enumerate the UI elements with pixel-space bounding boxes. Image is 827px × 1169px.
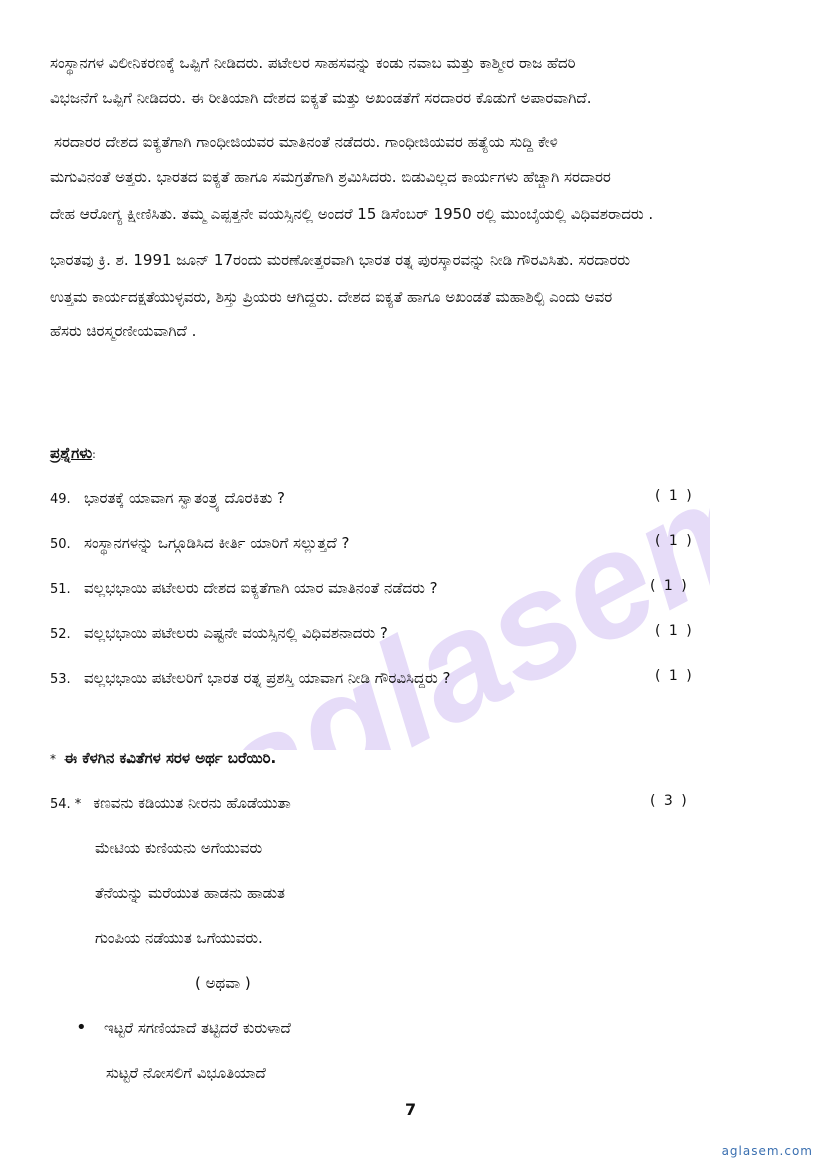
paragraph-2-line-1: ಸರದಾರರ ದೇಶದ ಐಕ್ಯತೆಗಾಗಿ ಗಾಂಧೀಜಿಯವರ ಮಾತಿನಂತೆ ನಡೆದರು. ಗಾಂಧೀಜಿಯವರ ಹತ್ಯೆಯ ಸುದ್ದಿ ಕೇಳಿ xyxy=(54,133,558,151)
question-number: 52. xyxy=(50,627,71,642)
question-49-marks: ( 1 ) xyxy=(655,488,694,504)
watermark-text: aglasem xyxy=(191,429,710,750)
question-52-marks: ( 1 ) xyxy=(655,623,694,639)
question-52 xyxy=(50,623,388,645)
alt-poem-line-2: ಸುಟ್ಟರೆ ನೋಸಲಿಗೆ ವಿಭೂತಿಯಾದೆ xyxy=(106,1064,266,1082)
question-51 xyxy=(50,578,438,600)
poem-instruction-text: ಈ ಕೆಳಗಿನ ಕವಿತೆಗಳ ಸರಳ ಅರ್ಥ ಬರೆಯಿರಿ. xyxy=(64,749,277,767)
paragraph-3-line-2: ಉತ್ತಮ ಕಾರ್ಯದಕ್ಷತೆಯುಳ್ಳವರು, ಶಿಸ್ತು ಪ್ರಿಯರು ಆಗಿದ್ದರು. ದೇಶದ ಐಕ್ಯತೆ ಹಾಗೂ ಅಖಂಡತೆ ಮಹಾಶಿಲ್ಪಿ ಎಂದು ಅವರ xyxy=(50,288,613,306)
question-number: 50. xyxy=(50,537,71,552)
poem-instruction xyxy=(50,748,276,769)
question-49 xyxy=(50,488,285,510)
question-number: 49. xyxy=(50,492,71,507)
paragraph-1-line-1: ಸಂಸ್ಥಾನಗಳ ವಿಲೀನಿಕರಣಕ್ಕೆ ಒಪ್ಪಿಗೆ ನೀಡಿದರು. ಪಟೇಲರ ಸಾಹಸವನ್ನು ಕಂಡು ನವಾಬ ಮತ್ತು ಕಾಶ್ಮೀರ ರಾಜ ಹೆದರಿ xyxy=(50,54,576,72)
paragraph-2-line-3: ದೇಹ ಆರೋಗ್ಯ ಕ್ಷೀಣಿಸಿತು. ತಮ್ಮ ಎಪ್ಪತ್ತನೇ ವಯಸ್ಸಿನಲ್ಲಿ ಅಂದರೆ 15 ಡಿಸೆಂಬರ್ 1950 ರಲ್ಲಿ ಮುಂಬೈಯಲ್ಲಿ ವಿಧಿವಶರಾದರು . xyxy=(50,205,654,223)
paragraph-1-line-2: ವಿಭಜನೆಗೆ ಒಪ್ಪಿಗೆ ನೀಡಿದರು. ಈ ರೀತಿಯಾಗಿ ದೇಶದ ಐಕ್ಯತೆ ಮತ್ತು ಅಖಂಡತೆಗೆ ಸರದಾರರ ಕೊಡುಗೆ ಅಪಾರವಾಗಿದೆ. xyxy=(50,89,592,107)
questions-heading-colon: : xyxy=(92,448,96,461)
paragraph-2-line-2: ಮಗುವಿನಂತೆ ಅತ್ತರು. ಭಾರತದ ಐಕ್ಯತೆ ಹಾಗೂ ಸಮಗ್ರತೆಗಾಗಿ ಶ್ರಮಿಸಿದರು. ಬಿಡುವಿಲ್ಲದ ಕಾರ್ಯಗಳು ಹೆಚ್ಚಾಗಿ ಸರದಾರರ xyxy=(50,168,611,186)
question-54-marks: ( 3 ) xyxy=(650,793,689,809)
bullet-icon: • xyxy=(76,1017,87,1038)
poem-line-3: ತೆನೆಯನ್ನು ಮರೆಯುತ ಹಾಡನು ಹಾಡುತ xyxy=(95,884,285,902)
question-53-marks: ( 1 ) xyxy=(655,668,694,684)
poem-line-2: ಮೇಟಿಯ ಕುಣಿಯನು ಅಗೆಯುವರು xyxy=(95,839,263,857)
paragraph-3-line-1: ಭಾರತವು ಕ್ರಿ. ಶ. 1991 ಜೂನ್ 17ರಂದು ಮರಣೋತ್ತರವಾಗಿ ಭಾರತ ರತ್ನ ಪುರಸ್ಕಾರವನ್ನು ನೀಡಿ ಗೌರವಿಸಿತು. ಸರದಾರರು xyxy=(50,251,630,269)
poem-instruction-star: * xyxy=(50,752,56,766)
question-text: ವಲ್ಲಭಭಾಯಿ ಪಟೇಲರಿಗೆ ಭಾರತ ರತ್ನ ಪ್ರಶಸ್ತಿ ಯಾವಾಗ ನೀಡಿ ಗೌರವಿಸಿದ್ದರು ? xyxy=(84,669,451,687)
questions-heading-text: ಪ್ರಶ್ನೆಗಳು xyxy=(50,444,93,462)
question-number: 54. * xyxy=(50,797,82,812)
questions-heading xyxy=(50,443,96,465)
question-50-marks: ( 1 ) xyxy=(655,533,694,549)
poem-line-4: ಗುಂಪಿಯ ನಡೆಯುತ ಒಗೆಯುವರು. xyxy=(95,929,263,947)
footer-site: aglasem.com xyxy=(721,1144,813,1158)
poem-first-line: ಕಣವನು ಕಡಿಯುತ ನೀರನು ಹೊಡೆಯುತಾ xyxy=(93,794,291,812)
question-text: ಸಂಸ್ಥಾನಗಳನ್ನು ಒಗ್ಗೂಡಿಸಿದ ಕೀರ್ತಿ ಯಾರಿಗೆ ಸಲ್ಲುತ್ತದೆ ? xyxy=(84,534,350,552)
question-number: 53. xyxy=(50,672,71,687)
paragraph-3-line-3: ಹೆಸರು ಚಿರಸ್ಮರಣೀಯವಾಗಿದೆ . xyxy=(50,322,197,340)
question-text: ವಲ್ಲಭಭಾಯಿ ಪಟೇಲರು ದೇಶದ ಐಕ್ಯತೆಗಾಗಿ ಯಾರ ಮಾತಿನಂತೆ ನಡೆದರು ? xyxy=(84,579,438,597)
question-51-marks: ( 1 ) xyxy=(650,578,689,594)
question-text: ಭಾರತಕ್ಕೆ ಯಾವಾಗ ಸ್ವಾತಂತ್ರ್ಯ ದೊರಕಿತು ? xyxy=(84,489,285,507)
question-50 xyxy=(50,533,349,555)
question-number: 51. xyxy=(50,582,71,597)
question-53 xyxy=(50,668,450,690)
page-number: 7 xyxy=(405,1100,417,1119)
question-text: ವಲ್ಲಭಭಾಯಿ ಪಟೇಲರು ಎಷ್ಟನೇ ವಯಸ್ಸಿನಲ್ಲಿ ವಿಧಿವಶನಾದರು ? xyxy=(84,624,388,642)
or-label: ( ಅಥವಾ ) xyxy=(195,974,251,992)
question-54 xyxy=(50,793,291,815)
alt-poem-line-1: ಇಟ್ಟರೆ ಸಗಣಿಯಾದೆ ತಟ್ಟಿದರೆ ಕುರುಳಾದೆ xyxy=(104,1019,291,1037)
